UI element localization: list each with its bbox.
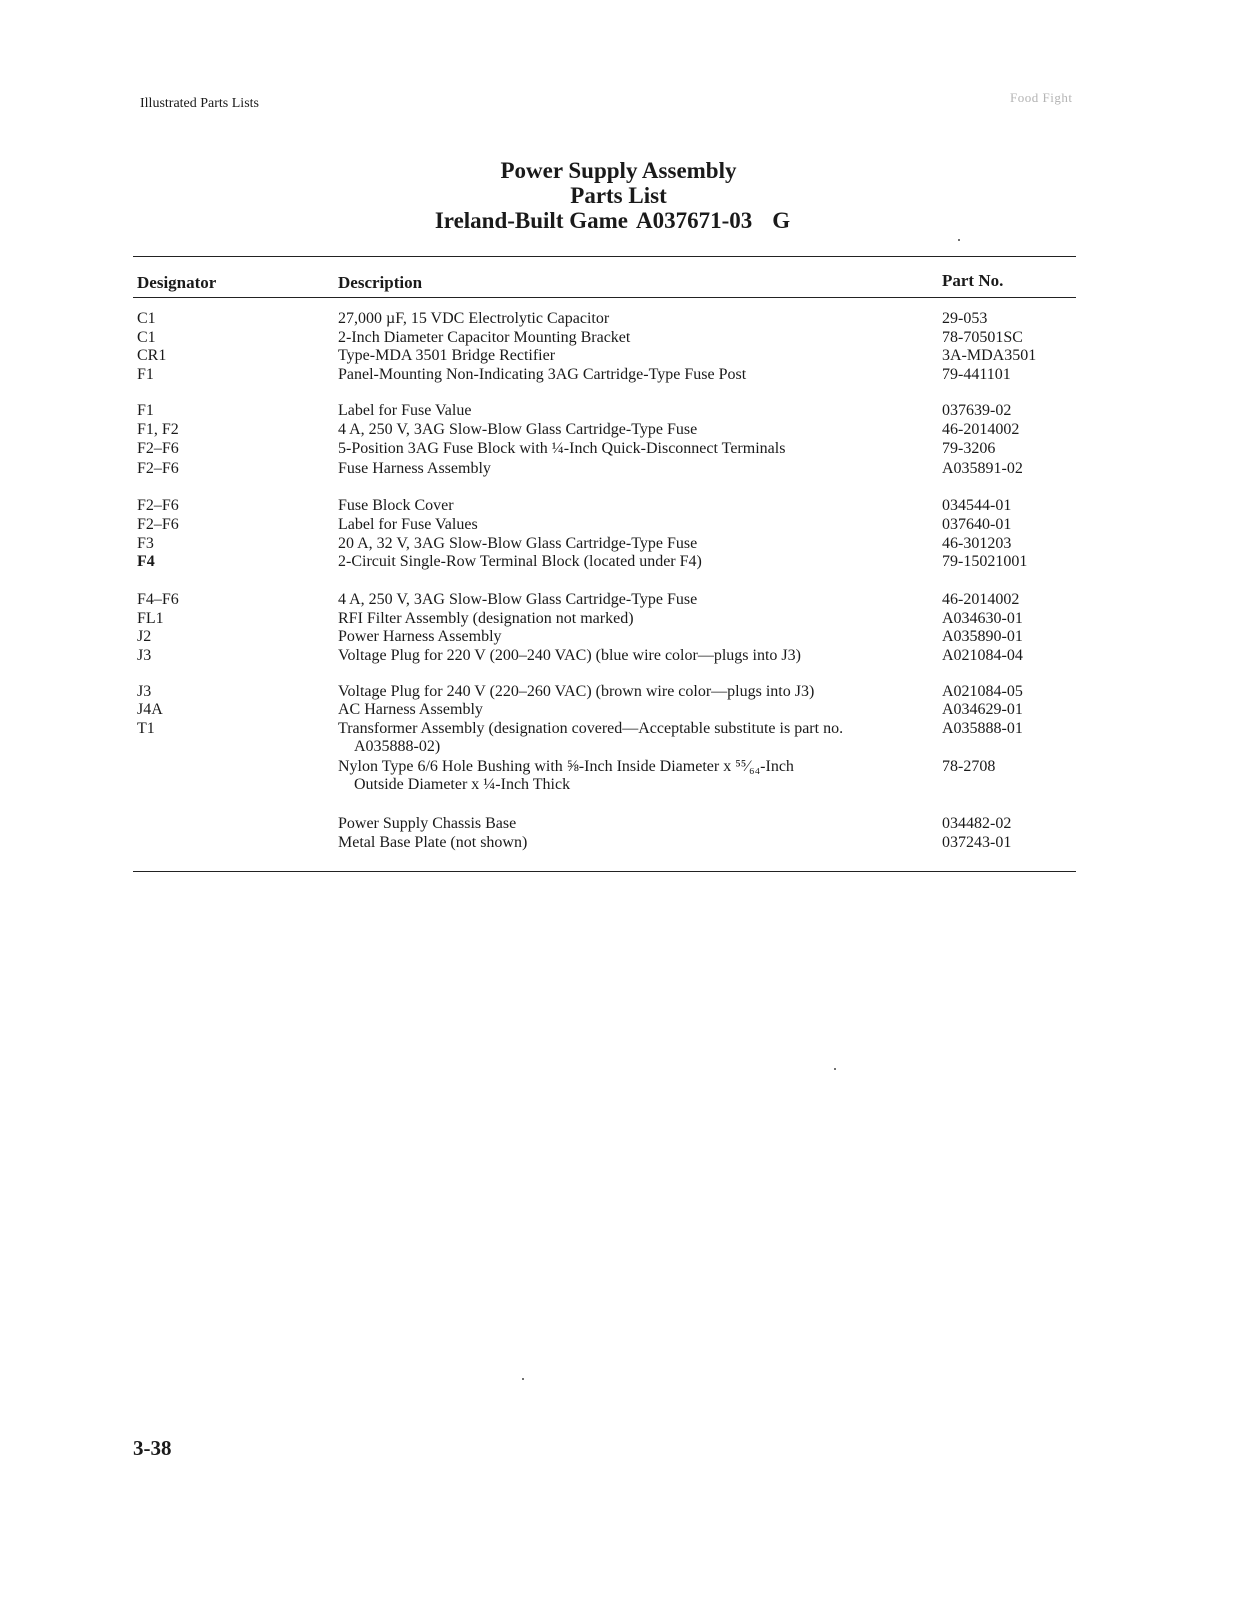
cell-designator: J3 bbox=[137, 683, 152, 700]
cell-description bbox=[338, 460, 928, 478]
cell-designator: T1 bbox=[137, 720, 155, 737]
description-text: Nylon Type 6/6 Hole Bushing with ⅝-Inch Inside Diameter x ⁵⁵⁄₆₄-Inch bbox=[338, 758, 794, 775]
cell-designator: F1, F2 bbox=[137, 421, 179, 438]
description-text: 20 A, 32 V, 3AG Slow-Blow Glass Cartridge-Type Fuse bbox=[338, 535, 698, 552]
speck bbox=[958, 239, 960, 241]
description-text: Power Harness Assembly bbox=[338, 628, 502, 645]
title-line-2: Parts List bbox=[570, 183, 667, 208]
title-line-3 bbox=[0, 208, 1231, 233]
cell-description bbox=[338, 647, 928, 665]
cell-description bbox=[338, 834, 928, 852]
cell-designator: F2–F6 bbox=[137, 516, 179, 533]
description-text: Voltage Plug for 240 V (220–260 VAC) (brown wire color—plugs into J3) bbox=[338, 683, 815, 700]
cell-part-no: 46-2014002 bbox=[942, 421, 1020, 438]
description-text: Power Supply Chassis Base bbox=[338, 815, 517, 832]
cell-designator: J3 bbox=[137, 647, 152, 664]
cell-part-no: 46-2014002 bbox=[942, 591, 1020, 608]
description-text: Transformer Assembly (designation covered—Acceptable substitute is part no. bbox=[338, 720, 844, 737]
cell-part-no: 037243-01 bbox=[942, 834, 1012, 851]
cell-description bbox=[338, 347, 928, 365]
cell-part-no: 78-70501SC bbox=[942, 329, 1023, 346]
description-text: 4 A, 250 V, 3AG Slow-Blow Glass Cartridge-Type Fuse bbox=[338, 591, 698, 608]
cell-description bbox=[338, 516, 928, 534]
speck bbox=[834, 1068, 836, 1070]
cell-part-no: 034482-02 bbox=[942, 815, 1012, 832]
cell-part-no: 78-2708 bbox=[942, 758, 996, 775]
description-text: 2-Circuit Single-Row Terminal Block (located under F4) bbox=[338, 553, 702, 570]
corner-mark: Food Fight bbox=[1010, 90, 1073, 105]
cell-description bbox=[338, 701, 928, 719]
cell-description bbox=[338, 553, 928, 571]
cell-description bbox=[338, 610, 928, 628]
cell-designator: F4 bbox=[137, 553, 155, 570]
description-continuation: A035888-02) bbox=[354, 738, 441, 755]
cell-description bbox=[338, 366, 928, 384]
cell-part-no: A035888-01 bbox=[942, 720, 1023, 737]
cell-description bbox=[338, 628, 928, 646]
top-rule bbox=[133, 256, 1076, 257]
speck bbox=[522, 1378, 524, 1380]
title-assembly-number: A037671-03 bbox=[636, 208, 753, 233]
cell-part-no: 46-301203 bbox=[942, 535, 1012, 552]
cell-description bbox=[338, 758, 928, 794]
description-text: Metal Base Plate (not shown) bbox=[338, 834, 528, 851]
description-text: Label for Fuse Values bbox=[338, 516, 478, 533]
cell-part-no: A035890-01 bbox=[942, 628, 1023, 645]
cell-designator: F2–F6 bbox=[137, 440, 179, 457]
page-number: 3-38 bbox=[133, 1436, 172, 1460]
cell-part-no: A035891-02 bbox=[942, 460, 1023, 477]
title-line-1: Power Supply Assembly bbox=[500, 158, 737, 183]
cell-designator: F4–F6 bbox=[137, 591, 179, 608]
cell-part-no: 037639-02 bbox=[942, 402, 1012, 419]
cell-description bbox=[338, 497, 928, 515]
header-part-no: Part No. bbox=[942, 271, 1004, 290]
description-text: 5-Position 3AG Fuse Block with ¼-Inch Quick-Disconnect Terminals bbox=[338, 440, 786, 457]
cell-description bbox=[338, 421, 928, 439]
description-text: AC Harness Assembly bbox=[338, 701, 483, 718]
cell-part-no: A021084-05 bbox=[942, 683, 1023, 700]
description-text: RFI Filter Assembly (designation not marked) bbox=[338, 610, 634, 627]
description-text: Panel-Mounting Non-Indicating 3AG Cartridge-Type Fuse Post bbox=[338, 366, 747, 383]
description-text: 27,000 µF, 15 VDC Electrolytic Capacitor bbox=[338, 310, 610, 327]
cell-designator: CR1 bbox=[137, 347, 167, 364]
cell-part-no: 037640-01 bbox=[942, 516, 1012, 533]
page-title bbox=[0, 158, 1237, 233]
header-rule bbox=[133, 297, 1076, 298]
cell-description bbox=[338, 815, 928, 833]
cell-part-no: 79-3206 bbox=[942, 440, 996, 457]
cell-description bbox=[338, 535, 928, 553]
cell-part-no: 034544-01 bbox=[942, 497, 1012, 514]
cell-designator: F1 bbox=[137, 402, 154, 419]
description-text: Type-MDA 3501 Bridge Rectifier bbox=[338, 347, 556, 364]
cell-designator: J4A bbox=[137, 701, 163, 718]
cell-part-no: 79-15021001 bbox=[942, 553, 1028, 570]
description-continuation: Outside Diameter x ¼-Inch Thick bbox=[354, 776, 571, 793]
running-head: Illustrated Parts Lists bbox=[140, 96, 259, 111]
header-description: Description bbox=[338, 273, 423, 292]
description-text: 2-Inch Diameter Capacitor Mounting Bracket bbox=[338, 329, 631, 346]
cell-part-no: A034630-01 bbox=[942, 610, 1023, 627]
cell-part-no: 3A-MDA3501 bbox=[942, 347, 1037, 364]
cell-designator: F2–F6 bbox=[137, 460, 179, 477]
title-revision: G bbox=[772, 208, 791, 233]
cell-designator: FL1 bbox=[137, 610, 164, 627]
cell-part-no: 29-053 bbox=[942, 310, 988, 327]
description-text: Label for Fuse Value bbox=[338, 402, 472, 419]
cell-designator: F2–F6 bbox=[137, 497, 179, 514]
description-text: 4 A, 250 V, 3AG Slow-Blow Glass Cartridge-Type Fuse bbox=[338, 421, 698, 438]
cell-description bbox=[338, 591, 928, 609]
cell-description bbox=[338, 440, 928, 458]
cell-part-no: A034629-01 bbox=[942, 701, 1023, 718]
cell-designator: J2 bbox=[137, 628, 152, 645]
cell-designator: F1 bbox=[137, 366, 154, 383]
cell-part-no: 79-441101 bbox=[942, 366, 1011, 383]
cell-description bbox=[338, 683, 928, 701]
cell-description bbox=[338, 329, 928, 347]
description-text: Voltage Plug for 220 V (200–240 VAC) (blue wire color—plugs into J3) bbox=[338, 647, 801, 664]
cell-part-no: A021084-04 bbox=[942, 647, 1023, 664]
description-text: Fuse Block Cover bbox=[338, 497, 454, 514]
cell-description bbox=[338, 310, 928, 328]
bottom-rule bbox=[133, 871, 1076, 872]
cell-designator: C1 bbox=[137, 310, 156, 327]
cell-description bbox=[338, 402, 928, 420]
title-game: Ireland-Built Game bbox=[434, 208, 628, 233]
header-designator: Designator bbox=[137, 273, 217, 292]
cell-designator: C1 bbox=[137, 329, 156, 346]
cell-description bbox=[338, 720, 928, 756]
description-text: Fuse Harness Assembly bbox=[338, 460, 491, 477]
cell-designator: F3 bbox=[137, 535, 154, 552]
